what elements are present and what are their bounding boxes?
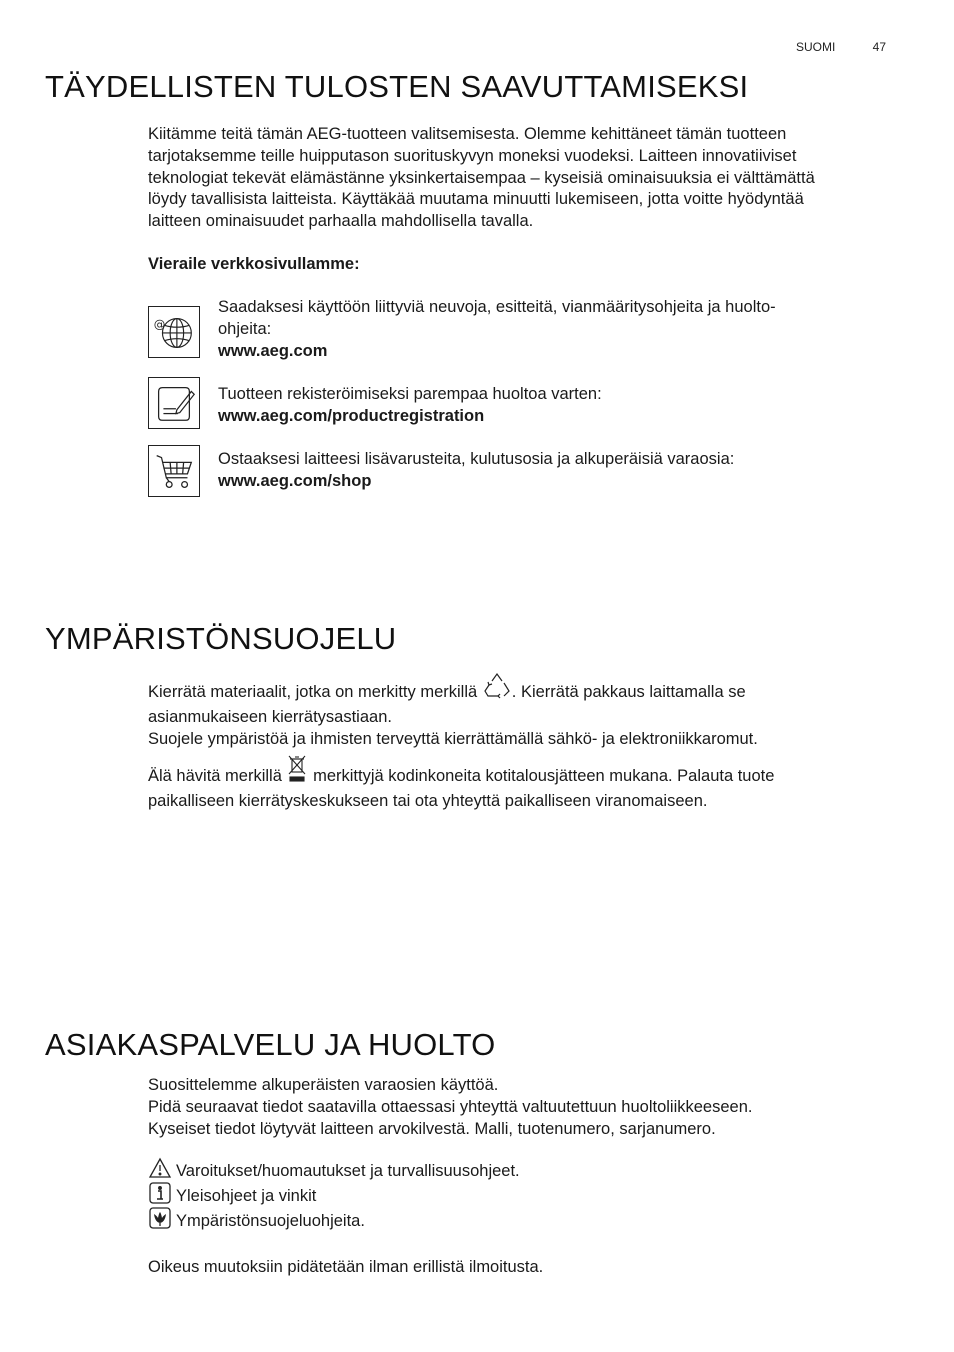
- legend-item-warning: [148, 1159, 888, 1184]
- weee-text-after: merkittyjä kodinkoneita kotitalousjätteen mukana. Palauta tuote: [308, 767, 775, 786]
- link-description: Ostaaksesi laitteesi lisävarusteita, kulutusosia ja alkuperäisiä varaosia:: [218, 450, 735, 468]
- service-line: Suosittelemme alkuperäisten varaosien käyttöä.: [148, 1076, 499, 1094]
- service-paragraph: [148, 1075, 888, 1140]
- section-title-environment: YMPÄRISTÖNSUOJELU: [45, 621, 397, 656]
- recycle-line: [148, 672, 888, 707]
- svg-text:@: @: [153, 317, 166, 332]
- crossed-bin-icon: [286, 754, 308, 791]
- symbol-legend: [148, 1159, 888, 1234]
- recycle-line-2: asianmukaiseen kierrätysastiaan.: [148, 707, 392, 726]
- intro-paragraph: [148, 124, 888, 233]
- intro-line: löydy tavallisista laitteista. Käyttäkää muutama minuutti lukemiseen, jotta voitte hyödyntää: [148, 190, 804, 209]
- registration-url-link[interactable]: www.aeg.com/productregistration: [218, 406, 485, 425]
- footer-note: Oikeus muutoksiin pidätetään ilman erillistä ilmoitusta.: [148, 1258, 544, 1276]
- link-description: Saadaksesi käyttöön liittyviä neuvoja, esitteitä, vianmääritysohjeita ja huolto-: [218, 298, 776, 316]
- weee-line: [148, 754, 888, 791]
- visit-website-label: Vieraile verkkosivullamme:: [148, 255, 360, 273]
- recycle-text-after: . Kierrätä pakkaus laittamalla se: [511, 683, 746, 701]
- legend-item-environment: [148, 1209, 888, 1234]
- intro-line: tarjotaksemme teille huipputason suorituskyvyn moneksi vuodeksi. Laitteen innovatiiviset: [148, 146, 797, 165]
- weee-text-before: Älä hävitä merkillä: [148, 767, 287, 786]
- environment-paragraph: [148, 672, 888, 813]
- language-label: SUOMI: [795, 40, 836, 54]
- section-title-results: TÄYDELLISTEN TULOSTEN SAAVUTTAMISEKSI: [45, 69, 749, 104]
- environment-icon: [148, 1207, 172, 1236]
- legend-label: Varoitukset/huomautukset ja turvallisuusohjeet.: [176, 1161, 520, 1180]
- service-line: Pidä seuraavat tiedot saatavilla ottaessasi yhteyttä valtuutettuun huoltoliikkeeseen.: [148, 1097, 753, 1116]
- link-description: ohjeita:: [218, 319, 272, 338]
- link-support: [218, 297, 888, 362]
- shop-url-link[interactable]: www.aeg.com/shop: [218, 471, 372, 490]
- page-header: [796, 40, 886, 54]
- link-shop: [218, 449, 888, 493]
- legend-label: Yleisohjeet ja vinkit: [176, 1186, 317, 1205]
- link-description: Tuotteen rekisteröimiseksi parempaa huoltoa varten:: [218, 385, 602, 403]
- protect-line: Suojele ympäristöä ja ihmisten terveyttä kierrättämällä sähkö- ja elektroniikkaromut.: [148, 729, 758, 748]
- weee-line-2: paikalliseen kierrätyskeskukseen tai ota yhteyttä paikalliseen viranomaiseen.: [148, 792, 708, 811]
- service-line: Kyseiset tiedot löytyvät laitteen arvokilvestä. Malli, tuotenumero, sarjanumero.: [148, 1119, 716, 1138]
- registration-form-icon: [148, 377, 200, 429]
- recycle-icon: [482, 672, 512, 707]
- link-registration: [218, 384, 888, 428]
- section-title-customer-service: ASIAKASPALVELU JA HUOLTO: [45, 1027, 496, 1062]
- legend-item-info: [148, 1184, 888, 1209]
- globe-icon: [148, 306, 200, 358]
- support-url-link[interactable]: www.aeg.com: [218, 341, 328, 360]
- shopping-cart-icon: [148, 445, 200, 497]
- intro-line: laitteen ominaisuudet parhaalla mahdollisella tavalla.: [148, 212, 534, 231]
- legend-label: Ympäristönsuojeluohjeita.: [176, 1211, 365, 1230]
- page-number: 47: [872, 40, 886, 54]
- recycle-text-before: Kierrätä materiaalit, jotka on merkitty merkillä: [148, 683, 482, 701]
- intro-line: Kiitämme teitä tämän AEG-tuotteen valitsemisesta. Olemme kehittäneet tämän tuotteen: [148, 125, 787, 143]
- intro-line: teknologiat tekevät elämästänne yksinkertaisempaa – kyseisiä ominaisuuksia ei välttämättä: [148, 168, 815, 187]
